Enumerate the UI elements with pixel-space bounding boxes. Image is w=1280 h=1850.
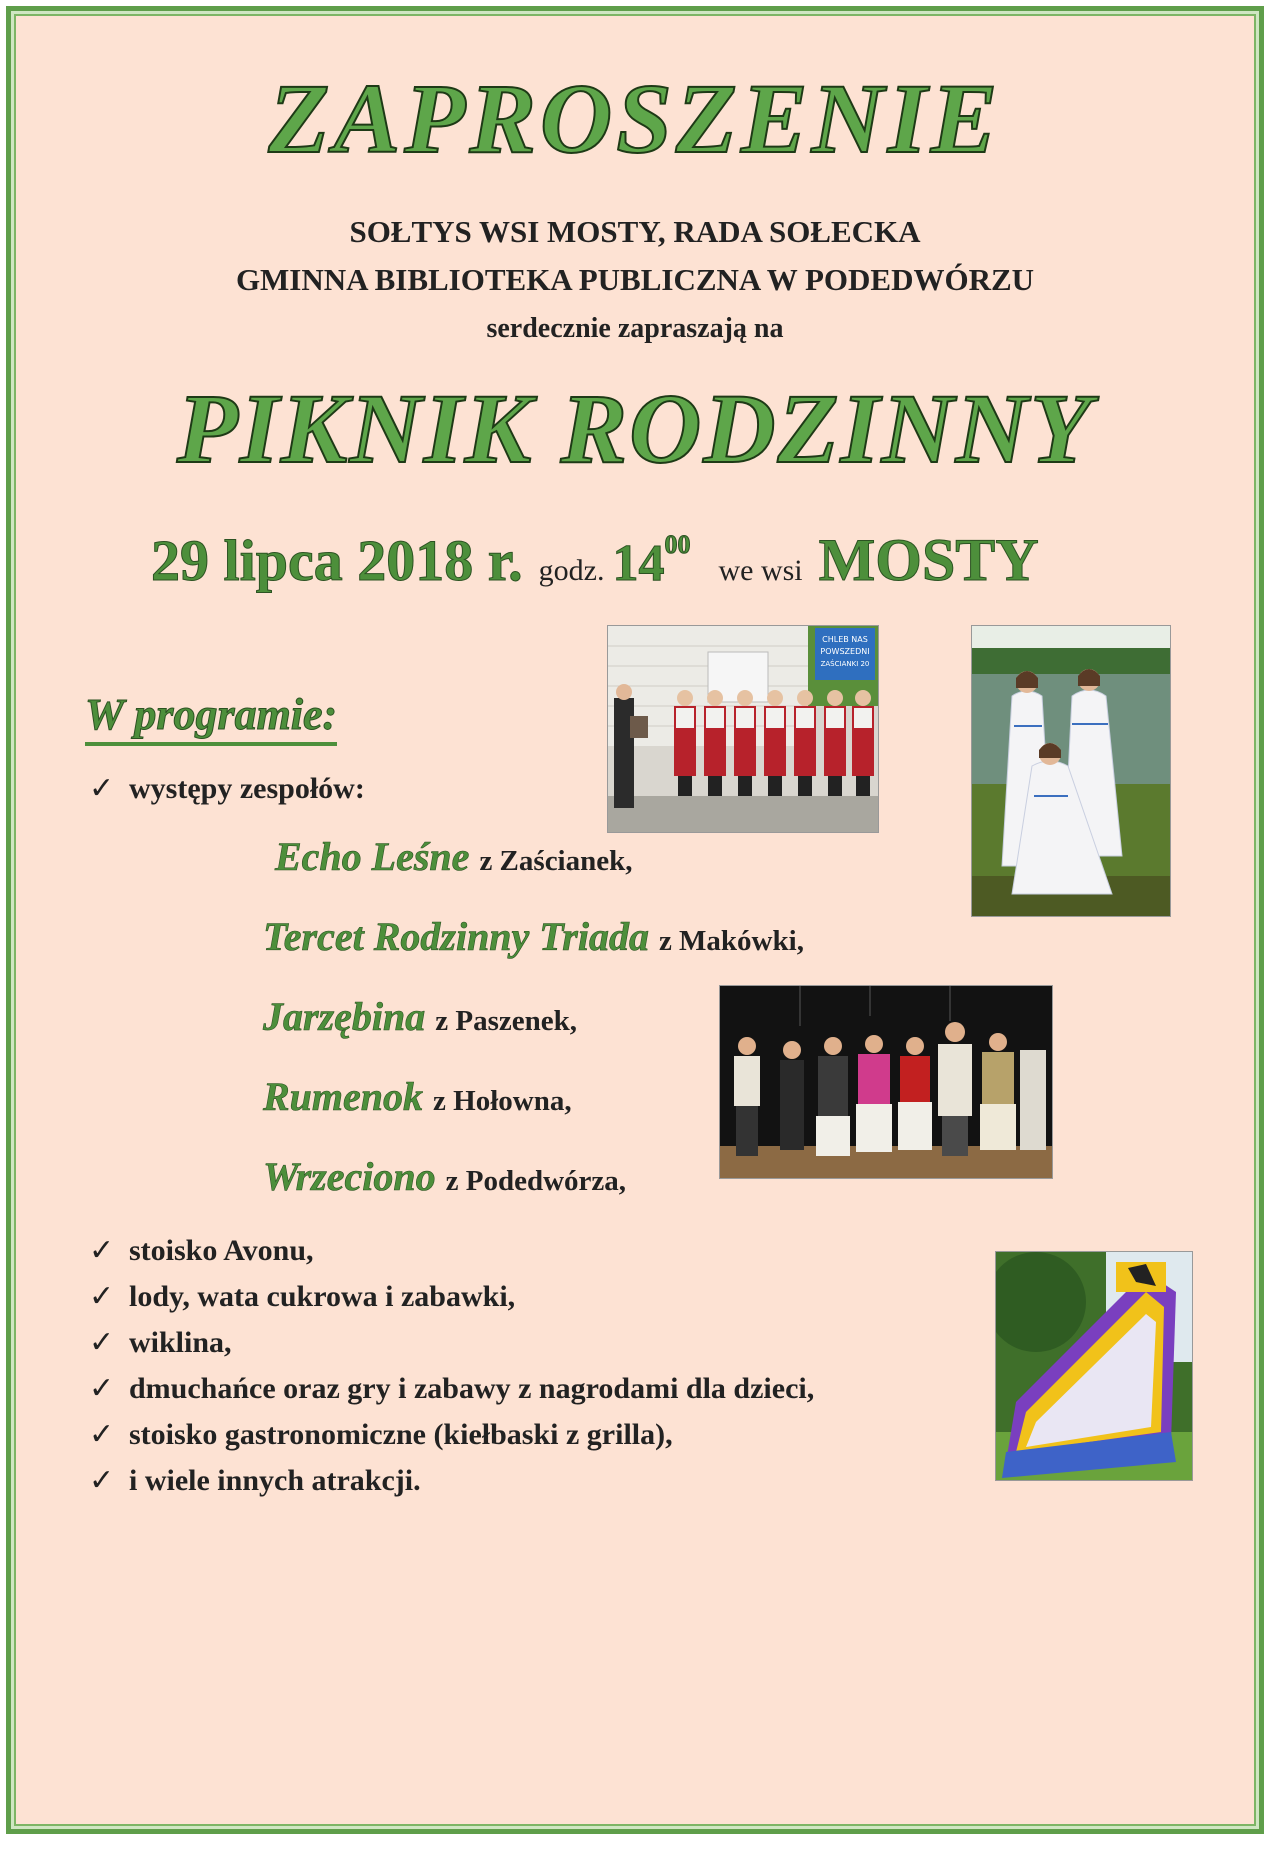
program-item (89, 1325, 232, 1360)
band-item (263, 993, 577, 1040)
event-name: PIKNIK RODZINNY (176, 373, 1094, 484)
program-item-label: stoisko gastronomiczne (kiełbaski z grilla), (129, 1418, 673, 1451)
sign-text: ZAŚCIANKI 20 (820, 660, 870, 668)
program-item-label: lody, wata cukrowa i zabawki, (129, 1280, 516, 1313)
program-item (89, 1279, 515, 1314)
organizer-line-1: SOŁTYS WSI MOSTY, RADA SOŁECKA (349, 214, 921, 249)
band-item (263, 913, 804, 960)
program-item-label: wiklina, (129, 1326, 232, 1359)
photo-folk-group-stage (719, 985, 1053, 1179)
check-icon: ✓ (89, 1418, 115, 1451)
photo-folk-group-outdoor (607, 625, 879, 833)
event-date: 29 lipca 2018 r. (151, 528, 523, 593)
program-item (89, 1417, 673, 1452)
check-icon: ✓ (89, 1326, 115, 1359)
check-icon: ✓ (89, 1372, 115, 1405)
band-name: Rumenok (263, 1074, 424, 1119)
invite-line: serdecznie zapraszają na (486, 313, 784, 344)
band-name: Tercet Rodzinny Triada (263, 914, 649, 959)
sign-text: POWSZEDNI (820, 647, 870, 656)
photo-inflatable-slide (995, 1251, 1193, 1481)
band-origin: z Podedwórza, (445, 1165, 627, 1197)
date-line (151, 526, 1039, 595)
check-icon: ✓ (89, 1464, 115, 1497)
band-name: Echo Leśne (275, 834, 470, 879)
band-origin: z Paszenek, (435, 1005, 577, 1037)
sign-text: CHLEB NAS (822, 635, 868, 644)
poster-frame (6, 6, 1264, 1834)
program-item-label: stoisko Avonu, (129, 1234, 314, 1267)
hour-prefix: godz. (538, 554, 605, 587)
band-origin: z Makówki, (658, 925, 804, 957)
poster-title: ZAPROSZENIE (268, 63, 1002, 174)
program-item (89, 1463, 421, 1498)
band-name: Wrzeciono (263, 1154, 436, 1199)
band-origin: z Hołowna, (433, 1085, 572, 1117)
hour-minutes: 00 (664, 530, 691, 559)
hour-value: 14 (612, 535, 665, 592)
band-item (263, 1153, 626, 1200)
event-hour (612, 530, 691, 592)
check-icon: ✓ (89, 1234, 115, 1267)
check-icon: ✓ (89, 1280, 115, 1313)
band-item (263, 1073, 572, 1120)
program-item-performances (89, 771, 365, 806)
program-item (89, 1233, 314, 1268)
band-name: Jarzębina (263, 994, 426, 1039)
event-place: MOSTY (818, 527, 1039, 593)
band-origin: z Zaścianek, (479, 845, 633, 877)
organizer-line-2: GMINNA BIBLIOTEKA PUBLICZNA W PODEDWÓRZU (235, 262, 1035, 297)
place-prefix: we wsi (718, 554, 803, 587)
program-item-label: występy zespołów: (129, 772, 365, 805)
band-item (275, 833, 633, 880)
program-item (89, 1371, 814, 1406)
program-item-label: i wiele innych atrakcji. (129, 1464, 421, 1497)
program-item-label: dmuchańce oraz gry i zabawy z nagrodami dla dzieci, (129, 1372, 815, 1405)
program-heading: W programie: (85, 689, 337, 746)
check-icon: ✓ (89, 772, 115, 805)
photo-women-by-lake (971, 625, 1171, 917)
